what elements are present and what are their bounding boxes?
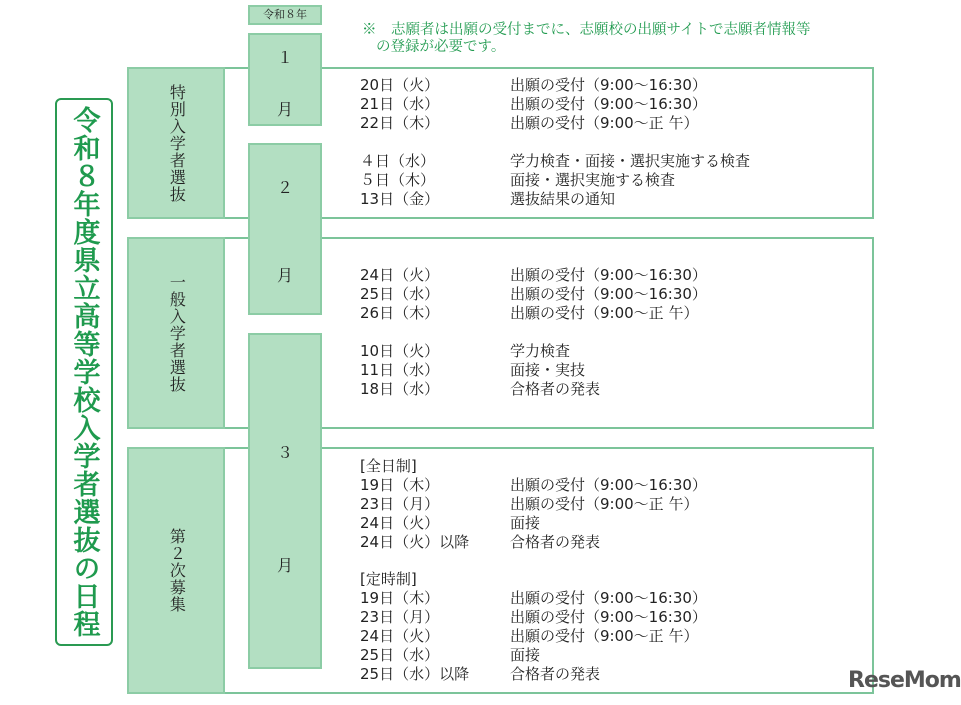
row-date: 10日（火） [360, 342, 440, 360]
row-date: 19日（木） [360, 589, 440, 607]
row-event: 出願の受付（9:00〜16:30） [510, 76, 707, 94]
row-event: 学力検査 [510, 342, 571, 360]
schedule-row [360, 589, 707, 608]
month-unit: 月 [276, 556, 293, 575]
row-event: 出願の受付（9:00〜正 午） [510, 495, 699, 513]
schedule-row [360, 495, 698, 514]
row-date: 24日（火） [360, 266, 440, 284]
schedule-row [360, 608, 707, 627]
row-event: 面接 [510, 514, 541, 532]
row-date: ５日（木） [360, 171, 436, 189]
row-event: 出願の受付（9:00〜正 午） [510, 627, 699, 645]
row-event: 学力検査・面接・選択実施する検査 [510, 152, 751, 170]
row-date: 22日（木） [360, 114, 440, 132]
schedule-row [360, 665, 600, 684]
page-title: 令和８年度県立高等学校入学者選抜の日程 [68, 106, 100, 638]
schedule-row [360, 476, 707, 495]
fulltime-header: [全日制] [360, 457, 417, 475]
month-number: １ [276, 48, 293, 67]
row-date: 25日（水） [360, 646, 440, 664]
schedule-row [360, 646, 540, 665]
row-date: 23日（月） [360, 495, 440, 513]
row-event: 出願の受付（9:00〜16:30） [510, 476, 707, 494]
month-number: ２ [276, 178, 293, 197]
schedule-row [360, 285, 707, 304]
month-unit: 月 [276, 266, 293, 285]
section-label-text: 第２次募集 [167, 528, 187, 613]
note-line: ※ 志願者は出願の受付までに、志願校の出願サイトで志願者情報等 [362, 22, 811, 38]
row-event: 合格者の発表 [510, 665, 601, 683]
row-event: 選抜結果の通知 [510, 190, 616, 208]
month-february [248, 143, 322, 315]
row-date: 26日（木） [360, 304, 440, 322]
row-date: 21日（水） [360, 95, 440, 113]
section-label-general [127, 237, 225, 429]
note-line: の登録が必要です。 [376, 39, 506, 55]
row-event: 面接 [510, 646, 541, 664]
row-event: 面接・実技 [510, 361, 586, 379]
schedule-row [360, 266, 707, 285]
row-date: 18日（水） [360, 380, 440, 398]
month-unit: 月 [276, 100, 293, 119]
row-date: 13日（金） [360, 190, 440, 208]
row-event: 出願の受付（9:00〜16:30） [510, 266, 707, 284]
resemom-logo: ReseMom [848, 668, 961, 693]
schedule-row [360, 627, 698, 646]
row-date: 25日（水）以降 [360, 665, 470, 683]
section-label-text: 特別入学者選抜 [167, 83, 187, 203]
month-january [248, 33, 322, 126]
title-box [55, 98, 113, 646]
month-number: ３ [276, 443, 293, 462]
schedule-row [360, 361, 585, 380]
schedule-row [360, 533, 600, 552]
row-event: 面接・選択実施する検査 [510, 171, 676, 189]
row-date: 19日（木） [360, 476, 440, 494]
schedule-row [360, 380, 600, 399]
row-event: 合格者の発表 [510, 380, 601, 398]
schedule-row [360, 171, 675, 190]
schedule-row [360, 342, 570, 361]
row-date: 24日（火） [360, 627, 440, 645]
row-event: 合格者の発表 [510, 533, 601, 551]
row-date: 20日（火） [360, 76, 440, 94]
row-event: 出願の受付（9:00〜16:30） [510, 589, 707, 607]
section-label-special [127, 67, 225, 219]
schedule-row [360, 114, 698, 133]
schedule-row [360, 304, 698, 323]
schedule-row [360, 190, 615, 209]
registration-note [362, 22, 810, 56]
row-event: 出願の受付（9:00〜正 午） [510, 114, 699, 132]
month-march [248, 333, 322, 669]
row-event: 出願の受付（9:00〜正 午） [510, 304, 699, 322]
row-date: 11日（水） [360, 361, 440, 379]
year-label: 令和８年 [248, 5, 322, 25]
section-label-second [127, 447, 225, 694]
schedule-row [360, 76, 707, 95]
section-label-text: 一般入学者選抜 [167, 273, 187, 393]
schedule-row [360, 95, 707, 114]
row-date: 24日（火） [360, 514, 440, 532]
row-date: ４日（水） [360, 152, 436, 170]
row-date: 24日（火）以降 [360, 533, 470, 551]
schedule-row [360, 514, 540, 533]
parttime-header: [定時制] [360, 570, 417, 588]
row-event: 出願の受付（9:00〜16:30） [510, 285, 707, 303]
row-date: 23日（月） [360, 608, 440, 626]
row-event: 出願の受付（9:00〜16:30） [510, 608, 707, 626]
row-event: 出願の受付（9:00〜16:30） [510, 95, 707, 113]
row-date: 25日（水） [360, 285, 440, 303]
schedule-row [360, 152, 750, 171]
